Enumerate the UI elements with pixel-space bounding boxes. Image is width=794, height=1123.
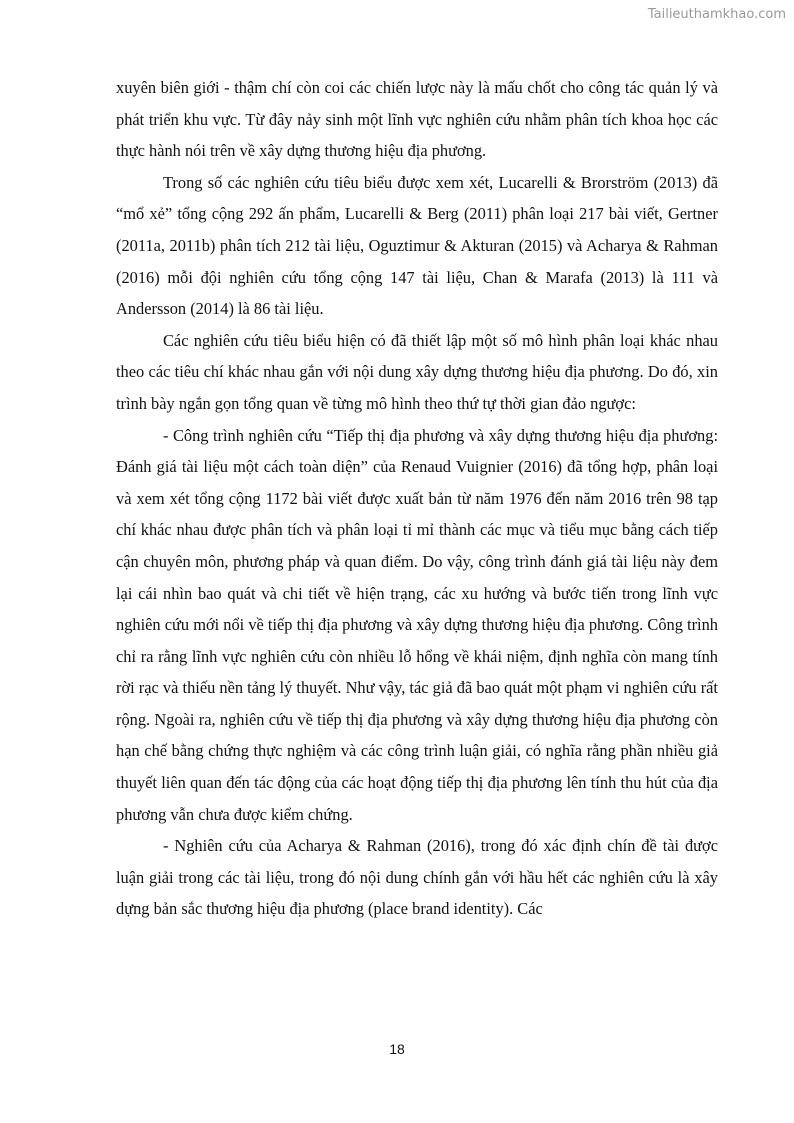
document-body: [116, 72, 718, 925]
paragraph-study-counts: Trong số các nghiên cứu tiêu biểu được xem xét, Lucarelli & Brorström (2013) đã “mổ xẻ” tổng cộng 292 ấn phẩm, Lucarelli & Berg (2011) phân loại 217 bài viết, Gertner (2011a, 2011b) phân tích 212 tài liệu, Oguztimur & Akturan (2015) và Acharya & Rahman (2016) mỗi đội nghiên cứu tổng cộng 147 tài liệu, Chan & Marafa (2013) là 111 và Andersson (2014) là 86 tài liệu.: [116, 172, 718, 319]
watermark-text: Tailieuthamkhao.com: [647, 7, 786, 22]
paragraph-classification-models: Các nghiên cứu tiêu biểu hiện có đã thiết lập một số mô hình phân loại khác nhau theo các tiêu chí khác nhau gắn với nội dung xây dựng thương hiệu địa phương. Do đó, xin trình bày ngắn gọn tổng quan về từng mô hình theo thứ tự thời gian đảo ngược:: [116, 330, 718, 413]
page-number: 18: [389, 1041, 405, 1057]
paragraph-continuation: xuyên biên giới - thậm chí còn coi các chiến lược này là mấu chốt cho công tác quản lý và phát triển khu vực. Từ đây nảy sinh một lĩnh vực nghiên cứu nhằm phân tích khoa học các thực hành nói trên về xây dựng thương hiệu địa phương.: [116, 78, 718, 161]
paragraph-acharya-rahman: - Nghiên cứu của Acharya & Rahman (2016), trong đó xác định chín đề tài được luận giải trong các tài liệu, trong đó nội dung chính gắn với hầu hết các nghiên cứu là xây dựng bản sắc thương hiệu địa phương (place brand identity). Các: [116, 836, 718, 919]
paragraph-vuignier-review: - Công trình nghiên cứu “Tiếp thị địa phương và xây dựng thương hiệu địa phương: Đánh giá tài liệu một cách toàn diện” của Renaud Vuignier (2016) đã tổng hợp, phân loại và xem xét tổng cộng 1172 bài viết được xuất bản từ năm 1976 đến năm 2016 trên 98 tạp chí khác nhau được phân tích và phân loại tỉ mỉ thành các mục và tiểu mục bằng cách tiếp cận chuyên môn, phương pháp và quan điểm. Do vậy, công trình đánh giá tài liệu này đem lại cái nhìn bao quát và chi tiết về hiện trạng, các xu hướng và bước tiến trong lĩnh vực nghiên cứu mới nổi về tiếp thị địa phương và xây dựng thương hiệu địa phương. Công trình chỉ ra rằng lĩnh vực nghiên cứu còn nhiều lỗ hổng về khái niệm, định nghĩa còn mang tính rời rạc và thiếu nền tảng lý thuyết. Như vậy, tác giả đã bao quát một phạm vi nghiên cứu rất rộng. Ngoài ra, nghiên cứu về tiếp thị địa phương và xây dựng thương hiệu địa phương còn hạn chế bằng chứng thực nghiệm và các công trình luận giải, có nghĩa rằng phần nhiều giả thuyết liên quan đến tác động của các hoạt động tiếp thị địa phương lên tính thu hút của địa phương vẫn chưa được kiểm chứng.: [116, 425, 718, 824]
